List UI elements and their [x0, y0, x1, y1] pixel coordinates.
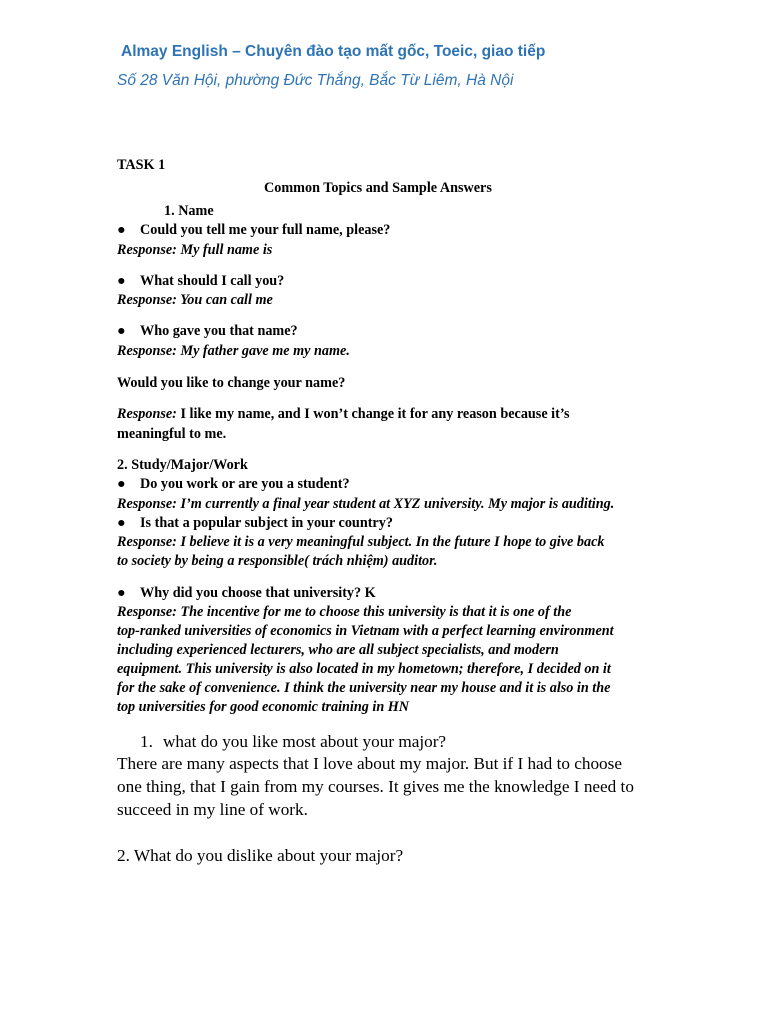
answer-line: succeed in my line of work. — [117, 800, 308, 819]
bullet-icon: ● — [117, 222, 126, 238]
question-item — [117, 514, 393, 533]
numbered-question — [140, 730, 446, 753]
question-text: Would you like to change your name? — [117, 375, 346, 391]
question-text: What should I call you? — [140, 273, 285, 289]
response-text — [117, 405, 570, 424]
answer-line: There are many aspects that I love about my major. But if I had to choose — [117, 754, 622, 773]
response-line: equipment. This university is also located in my hometown; therefore, I decided on it — [117, 661, 611, 677]
question-item — [117, 322, 298, 341]
response-line: top-ranked universities of economics in Vietnam with a perfect learning environment — [117, 623, 614, 639]
bullet-icon: ● — [117, 323, 126, 339]
response-line: meaningful to me. — [117, 426, 227, 442]
answer-line: one thing, that I gain from my courses. It gives me the knowledge I need to — [117, 777, 634, 796]
numbered-question: 2. What do you dislike about your major? — [117, 846, 404, 865]
bullet-icon: ● — [117, 585, 126, 601]
section1-heading: 1. Name — [164, 203, 214, 219]
question-item — [117, 221, 390, 240]
response-line: including experienced lecturers, who are all subject specialists, and modern — [117, 642, 559, 658]
response-line: I like my name, and I won’t change it for any reason because it’s — [176, 406, 570, 422]
question-text: Is that a popular subject in your country? — [140, 515, 393, 531]
question-item — [117, 584, 376, 603]
question-text: Could you tell me your full name, please? — [140, 222, 391, 238]
doc-title: Common Topics and Sample Answers — [264, 180, 492, 196]
question-item — [117, 475, 350, 494]
question-text: what do you like most about your major? — [163, 732, 447, 751]
response-line: Response: The incentive for me to choose this university is that it is one of the — [117, 604, 572, 620]
response-line: top universities for good economic training in HN — [117, 699, 410, 715]
bullet-icon: ● — [117, 515, 126, 531]
question-text: Who gave you that name? — [140, 323, 298, 339]
bullet-icon: ● — [117, 476, 126, 492]
bullet-icon: ● — [117, 273, 126, 289]
section2-heading: 2. Study/Major/Work — [117, 457, 248, 473]
question-item — [117, 272, 284, 291]
response-prefix: Response: — [117, 406, 177, 422]
response-line: Response: I believe it is a very meaningful subject. In the future I hope to give back — [117, 534, 605, 550]
question-text: Do you work or are you a student? — [140, 476, 350, 492]
header-title: Almay English – Chuyên đào tạo mất gốc, Toeic, giao tiếp — [121, 43, 546, 60]
response-text: Response: I’m currently a final year student at XYZ university. My major is auditing. — [117, 496, 615, 512]
response-text: Response: My full name is — [117, 242, 273, 258]
header-address: Số 28 Văn Hội, phường Đức Thắng, Bắc Từ Liêm, Hà Nội — [117, 72, 514, 89]
response-text: Response: You can call me — [117, 292, 273, 308]
task-label: TASK 1 — [117, 157, 166, 173]
response-text: Response: My father gave me my name. — [117, 343, 350, 359]
response-line: for the sake of convenience. I think the university near my house and it is also in the — [117, 680, 611, 696]
response-line: to society by being a responsible( trách nhiệm) auditor. — [117, 553, 438, 569]
list-number: 1. — [140, 732, 153, 751]
question-text: Why did you choose that university? K — [140, 585, 376, 601]
